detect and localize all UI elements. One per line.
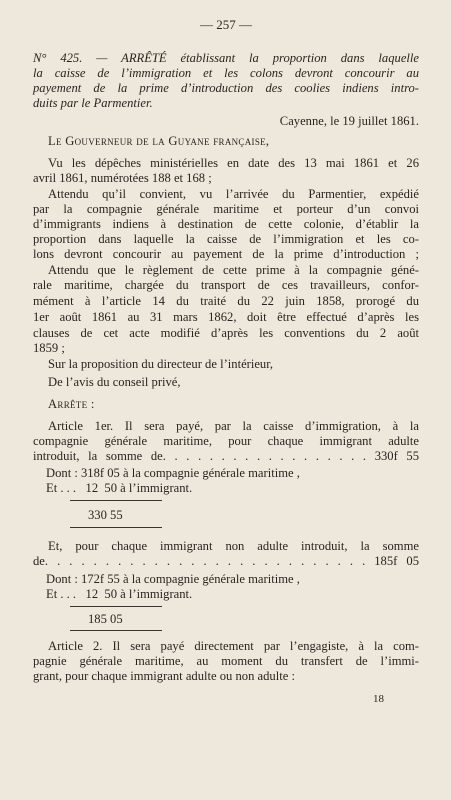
arrete-heading: Arrête : [48,397,95,411]
dont-adult-line-2: Et . . . 12 50 à l’immigrant. [46,481,193,495]
article1-line-3: introduit, la somme de. . . . . . . . . . . . . . . . . . 330f 55 [33,449,419,463]
attendu2-line-5: clauses de cet acte modifié d’après les conventions du 2 août [33,326,419,340]
article1-line-1: Article 1er. Il sera payé, par la caisse d’immigration, à la [48,419,419,433]
attendu1-line-5: lons devront concourir au payement de la prime d’introduction ; [33,247,419,261]
sum-rule-1 [70,500,162,501]
attendu2-line-4: 1er août 1861 au 31 mars 1862, doit être effectué d’après les [33,310,419,324]
vu-line-2: avril 1861, numérotées 188 et 168 ; [33,171,212,185]
place-date: Cayenne, le 19 juillet 1861. [279,114,419,128]
attendu2-line-3: mément à l’article 14 du traité du 22 juin 1858, prorogé du [33,294,419,308]
proposition-line: Sur la proposition du directeur de l’intérieur, [48,357,274,371]
non-adult-line-2: de. . . . . . . . . . . . . . . . . . . . . . . . . . . 185f 05 [33,554,419,568]
page-number: — 257 — [200,17,252,32]
sum-rule-2 [70,527,162,528]
attendu1-line-1: Attendu qu’il convient, vu l’arrivée du Parmentier, expédié [48,187,419,201]
sum-rule-3 [70,606,162,607]
attendu2-line-1: Attendu que le règlement de cette prime à la compagnie géné- [48,263,419,277]
non-adult-line-1: Et, pour chaque immigrant non adulte introduit, la somme [48,539,419,553]
dont-adult-line-1: Dont : 318f 05 à la compagnie générale maritime , [46,466,300,480]
dont-non-adult-line-1: Dont : 172f 55 à la compagnie générale maritime , [46,572,300,586]
decree-title-line-2: la caisse de l’immigration et les colons devront concourir au [33,66,419,80]
attendu2-line-6: 1859 ; [33,341,65,355]
decree-title-line-4: duits par le Parmentier. [33,96,153,110]
total-non-adult: 185 05 [88,612,123,626]
signature-mark: 18 [373,693,384,705]
attendu1-line-3: d’immigrants indiens à destination de cette colonie, d’établir la [33,217,419,231]
avis-line: De l’avis du conseil privé, [48,375,181,389]
attendu1-line-4: proportion dans laquelle la caisse de l’immigration et les co- [33,232,419,246]
attendu2-line-2: rale maritime, chargée du transport de ces travailleurs, confor- [33,278,419,292]
attendu1-line-2: par la compagnie générale maritime et porteur d’un convoi [33,202,419,216]
article1-line-2: compagnie générale maritime, pour chaque immigrant adulte [33,434,419,448]
governor-line: Le Gouverneur de la Guyane française, [48,134,270,148]
article2-line-2: pagnie générale maritime, au moment du transfert de l’immi- [33,654,419,668]
vu-line-1: Vu les dépêches ministérielles en date des 13 mai 1861 et 26 [48,156,419,170]
dont-non-adult-line-2: Et . . . 12 50 à l’immigrant. [46,587,193,601]
decree-title-line-3: payement de la prime d’introduction des coolies indiens intro- [33,81,419,95]
article2-line-3: grant, pour chaque immigrant adulte ou non adulte : [33,669,295,683]
sum-rule-4 [70,630,162,631]
article2-line-1: Article 2. Il sera payé directement par l’engagiste, à la com- [48,639,419,653]
decree-title-line-1: N° 425. — ARRÊTÉ établissant la proportion dans laquelle [33,51,419,65]
total-adult: 330 55 [88,508,123,522]
